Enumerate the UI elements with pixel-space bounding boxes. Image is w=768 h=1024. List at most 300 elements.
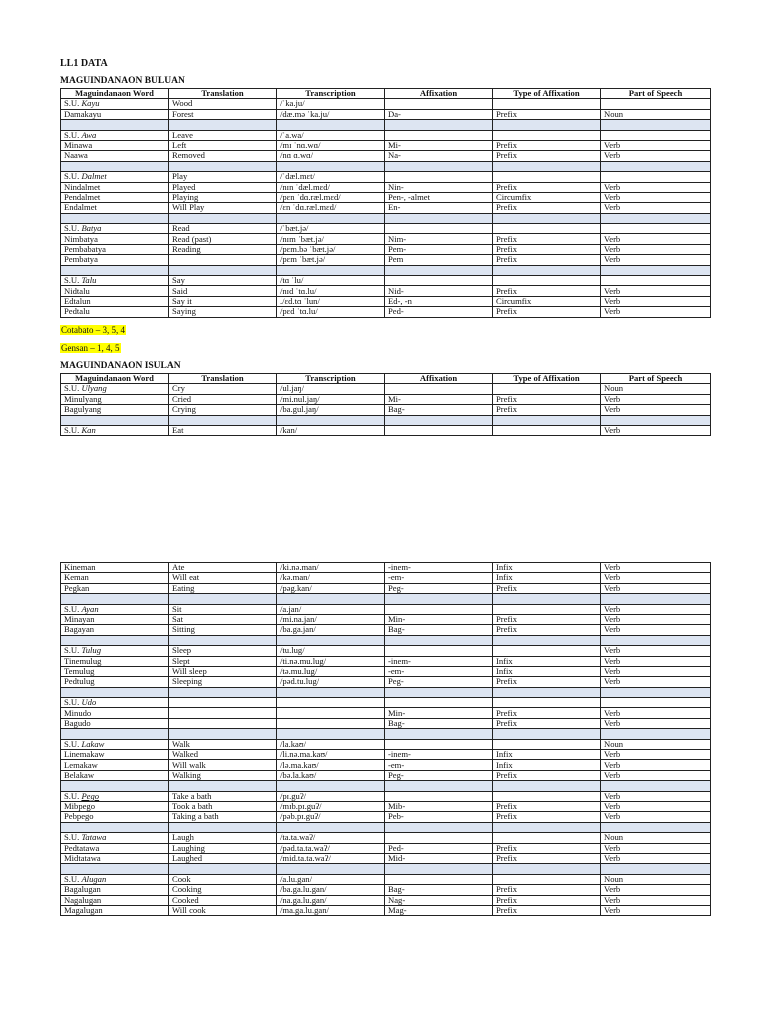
table-cell: Said (169, 286, 277, 296)
table-cell: Minulyang (61, 394, 169, 404)
table-cell: Peg- (385, 583, 493, 593)
table-cell: Pembatya (61, 255, 169, 265)
table-cell (493, 130, 601, 140)
table-cell: Verb (601, 843, 711, 853)
root-word: Kayu (81, 98, 100, 109)
table-cell: Played (169, 182, 277, 192)
table-row (61, 801, 711, 811)
table-cell: Noun (601, 833, 711, 843)
table-cell: Slept (169, 656, 277, 666)
separator-cell (601, 213, 711, 223)
separator-cell (493, 781, 601, 791)
table-cell: Prefix (493, 151, 601, 161)
table-cell: Laughing (169, 843, 277, 853)
table-cell (169, 255, 277, 265)
table-cell: Verb (601, 812, 711, 822)
table-cell: Sleep (169, 646, 277, 656)
doc-title: LL1 DATA (60, 58, 108, 69)
table-cell: Cried (169, 394, 277, 404)
root-word-cell (61, 130, 169, 140)
root-prefix: S.U. (64, 874, 82, 884)
table-cell (601, 130, 711, 140)
separator-cell (601, 864, 711, 874)
root-word-cell (61, 646, 169, 656)
table-cell: Laugh (169, 833, 277, 843)
table-cell: Verb (601, 801, 711, 811)
table-cell (385, 276, 493, 286)
table-cell: -em- (385, 760, 493, 770)
table-cell: Nindalmet (61, 182, 169, 192)
table-cell: /nɪm ˈbæt.jə/ (277, 234, 385, 244)
table-cell: /ti.nə.mu.lug/ (277, 656, 385, 666)
table-cell: Say (169, 276, 277, 286)
table-cell: Circumfix (493, 296, 601, 306)
table-cell: Noun (601, 874, 711, 884)
separator-cell (61, 729, 169, 739)
root-word: Kan (81, 425, 96, 436)
root-word-row (61, 833, 711, 843)
separator-cell (277, 120, 385, 130)
root-prefix: S.U. (64, 645, 82, 656)
table-cell: Sat (169, 614, 277, 624)
column-header: Translation (169, 374, 277, 384)
table-cell: -inem- (385, 656, 493, 666)
table-cell (385, 604, 493, 614)
table-cell: /tɑ ˈlu/ (277, 276, 385, 286)
table-cell: /ma.ga.lu.gan/ (277, 905, 385, 915)
table-cell: Verb (601, 853, 711, 863)
table-cell: Verb (601, 255, 711, 265)
root-word: Udo (81, 697, 97, 708)
table-cell: Prefix (493, 718, 601, 728)
root-word-row (61, 874, 711, 884)
table-cell: Endalmet (61, 203, 169, 213)
separator-cell (601, 635, 711, 645)
table-cell: Verb (601, 791, 711, 801)
separator-cell (61, 594, 169, 604)
table-cell: Peg- (385, 677, 493, 687)
table-cell: Cry (169, 384, 277, 394)
table-cell: /kə.man/ (277, 573, 385, 583)
table-cell: Verb (601, 182, 711, 192)
table-cell: Nagalugan (61, 895, 169, 905)
table-cell: Sitting (169, 625, 277, 635)
cotabato-note: Cotabato – 3, 5, 4 (61, 325, 125, 335)
table-cell: Bag- (385, 718, 493, 728)
table-cell: Midtatawa (61, 853, 169, 863)
separator-cell (385, 265, 493, 275)
root-word-cell (61, 604, 169, 614)
table-cell: /a.jan/ (277, 604, 385, 614)
table-row (61, 718, 711, 728)
table-cell: /li.nə.ma.kaʊ/ (277, 750, 385, 760)
table-cell: -em- (385, 573, 493, 583)
table-cell (385, 833, 493, 843)
table-cell (493, 833, 601, 843)
table-cell: /tə.mu.lug/ (277, 666, 385, 676)
table-cell: Prefix (493, 905, 601, 915)
table-cell: Eat (169, 425, 277, 435)
separator-cell (169, 594, 277, 604)
separator-cell (601, 781, 711, 791)
table-cell: /mɪb.pɪ.guʔ/ (277, 801, 385, 811)
table-cell (493, 276, 601, 286)
table-cell: /dæ.mə ˈka.ju/ (277, 109, 385, 119)
table-cell (493, 425, 601, 435)
table-cell: -inem- (385, 750, 493, 760)
separator-cell (61, 822, 169, 832)
table-cell: /pɛd ˈtɑ.lu/ (277, 307, 385, 317)
table-cell: Infix (493, 656, 601, 666)
root-word-row (61, 276, 711, 286)
table-cell (493, 698, 601, 708)
separator-cell (169, 213, 277, 223)
root-word-row (61, 425, 711, 435)
table-cell: Eating (169, 583, 277, 593)
table-cell: Leave (169, 130, 277, 140)
root-word-cell (61, 833, 169, 843)
table-cell: Minawa (61, 140, 169, 150)
separator-cell (601, 265, 711, 275)
column-header: Type of Affixation (493, 374, 601, 384)
table-cell: Pedtatawa (61, 843, 169, 853)
table-cell: Crying (169, 405, 277, 415)
table-cell: Prefix (493, 405, 601, 415)
table-cell: -inem- (385, 563, 493, 573)
table-cell: /pəd.tu.lug/ (277, 677, 385, 687)
table-cell: /pəb.pɪ.guʔ/ (277, 812, 385, 822)
root-word-cell (61, 791, 169, 801)
root-word: Lakaw (81, 739, 105, 749)
table-cell: Magalugan (61, 905, 169, 915)
separator-cell (601, 729, 711, 739)
table-cell (385, 791, 493, 801)
column-header: Type of Affixation (493, 89, 601, 99)
table-cell: Verb (601, 708, 711, 718)
table-cell (493, 739, 601, 749)
table-cell: Prefix (493, 244, 601, 254)
table-cell: Damakayu (61, 109, 169, 119)
table-row (61, 770, 711, 780)
buluan-table (60, 88, 711, 318)
separator-cell (61, 120, 169, 130)
root-word-row (61, 224, 711, 234)
table-row (61, 853, 711, 863)
table-cell (277, 698, 385, 708)
table-cell: /ta.ta.waʔ/ (277, 833, 385, 843)
table-cell: Lemakaw (61, 760, 169, 770)
root-word: Talu (81, 275, 97, 286)
table-cell: Noun (601, 739, 711, 749)
root-word: Alugan (81, 874, 107, 884)
root-word-cell (61, 276, 169, 286)
table-cell (493, 874, 601, 884)
table-cell: /bə.la.kaʊ/ (277, 770, 385, 780)
table-cell: Forest (169, 109, 277, 119)
table-cell: Verb (601, 573, 711, 583)
column-header: Maguindanaon Word (61, 374, 169, 384)
root-word: Ulyang (81, 383, 107, 394)
table-cell: Prefix (493, 812, 601, 822)
table-cell (385, 172, 493, 182)
separator-cell (277, 265, 385, 275)
table-cell: Will Play (169, 203, 277, 213)
table-row (61, 905, 711, 915)
table-row (61, 140, 711, 150)
root-prefix: S.U. (64, 275, 82, 286)
table-row (61, 843, 711, 853)
separator-cell (385, 781, 493, 791)
root-word-row (61, 130, 711, 140)
table-cell (385, 646, 493, 656)
table-cell: Minudo (61, 708, 169, 718)
table-cell: Verb (601, 656, 711, 666)
root-word-row (61, 646, 711, 656)
table-cell: /nɑ ɑ.wɑ/ (277, 151, 385, 161)
table-cell: Walk (169, 739, 277, 749)
table-cell: /mi.nul.jaŋ/ (277, 394, 385, 404)
table-row (61, 750, 711, 760)
separator-cell (385, 120, 493, 130)
table-cell (385, 384, 493, 394)
table-cell: Bagalugan (61, 885, 169, 895)
separator-cell (493, 120, 601, 130)
table-cell: Nin- (385, 182, 493, 192)
root-word-cell (61, 384, 169, 394)
root-word-row (61, 172, 711, 182)
table-cell: Infix (493, 666, 601, 676)
table-cell: Left (169, 140, 277, 150)
table-cell: Verb (601, 140, 711, 150)
group-separator-row (61, 729, 711, 739)
table-row (61, 255, 711, 265)
table-cell: Saying (169, 307, 277, 317)
table-cell: Linemakaw (61, 750, 169, 760)
table-cell: Bag- (385, 885, 493, 895)
separator-cell (601, 687, 711, 697)
table-cell: Minayan (61, 614, 169, 624)
table-cell: Sit (169, 604, 277, 614)
table-cell: Min- (385, 614, 493, 624)
table-cell: Verb (601, 583, 711, 593)
separator-cell (169, 864, 277, 874)
table-cell: /na.ga.lu.gan/ (277, 895, 385, 905)
table-cell (493, 604, 601, 614)
table-cell: En- (385, 203, 493, 213)
group-separator-row (61, 635, 711, 645)
separator-cell (169, 687, 277, 697)
table-cell: /pɪ.guʔ/ (277, 791, 385, 801)
separator-cell (61, 415, 169, 425)
table-cell: /lə.ma.kaʊ/ (277, 760, 385, 770)
table-cell: /tu.lug/ (277, 646, 385, 656)
table-cell (385, 874, 493, 884)
table-cell: Min- (385, 708, 493, 718)
gensan-note: Gensan – 1, 4, 5 (61, 343, 120, 353)
root-word: Awa (81, 130, 97, 140)
table-cell: Prefix (493, 625, 601, 635)
table-cell (385, 130, 493, 140)
separator-cell (277, 781, 385, 791)
table-cell: /a.lu.gan/ (277, 874, 385, 884)
table-header-row (61, 89, 711, 99)
table-cell: Verb (601, 405, 711, 415)
table-cell: /ɛn ˈdɑ.ræl.mɛd/ (277, 203, 385, 213)
table-cell: Noun (601, 109, 711, 119)
table-cell: /ba.gul.jaŋ/ (277, 405, 385, 415)
table-cell: Verb (601, 203, 711, 213)
table-cell (601, 99, 711, 109)
table-cell: Verb (601, 614, 711, 624)
table-cell: Infix (493, 760, 601, 770)
separator-cell (493, 635, 601, 645)
separator-cell (493, 415, 601, 425)
table-cell: /pəd.ta.ta.waʔ/ (277, 843, 385, 853)
table-cell: /nɪd ˈtɑ.lu/ (277, 286, 385, 296)
table-cell (493, 224, 601, 234)
table-cell: Infix (493, 573, 601, 583)
table-cell: Pegkan (61, 583, 169, 593)
table-cell: Prefix (493, 140, 601, 150)
table-cell (385, 224, 493, 234)
table-row (61, 666, 711, 676)
table-cell: Verb (601, 750, 711, 760)
table-cell (277, 718, 385, 728)
group-separator-row (61, 415, 711, 425)
table-cell: /ˈa.wa/ (277, 130, 385, 140)
table-cell (169, 708, 277, 718)
separator-cell (493, 265, 601, 275)
table-cell: Wood (169, 99, 277, 109)
table-cell: Verb (601, 394, 711, 404)
table-cell: Belakaw (61, 770, 169, 780)
group-separator-row (61, 594, 711, 604)
table-cell: Verb (601, 885, 711, 895)
table-cell: Verb (601, 296, 711, 306)
table-cell: Read (169, 224, 277, 234)
separator-cell (385, 635, 493, 645)
table-row (61, 625, 711, 635)
table-cell: Nidtalu (61, 286, 169, 296)
separator-cell (601, 822, 711, 832)
table-cell: Prefix (493, 307, 601, 317)
table-cell: Verb (601, 286, 711, 296)
table-cell: Cook (169, 874, 277, 884)
table-cell: Mag- (385, 905, 493, 915)
root-word-cell (61, 224, 169, 234)
separator-cell (169, 161, 277, 171)
table-cell: Na- (385, 151, 493, 161)
separator-cell (385, 822, 493, 832)
table-cell: Prefix (493, 677, 601, 687)
table-cell: Removed (169, 151, 277, 161)
table-cell: Prefix (493, 614, 601, 624)
table-cell: Prefix (493, 255, 601, 265)
table-cell: /pəg.kan/ (277, 583, 385, 593)
separator-cell (385, 213, 493, 223)
table-cell: /kan/ (277, 425, 385, 435)
table-cell: Pendalmet (61, 192, 169, 202)
table-row (61, 307, 711, 317)
table-cell: Ate (169, 563, 277, 573)
table-row (61, 234, 711, 244)
table-cell: ./ɛd.tɑ ˈlun/ (277, 296, 385, 306)
separator-cell (61, 161, 169, 171)
table-cell: Cooked (169, 895, 277, 905)
table-cell (493, 791, 601, 801)
separator-cell (493, 594, 601, 604)
table-cell: Will cook (169, 905, 277, 915)
table-cell: Verb (601, 625, 711, 635)
table-cell: Infix (493, 563, 601, 573)
table-cell: Taking a bath (169, 812, 277, 822)
column-header: Affixation (385, 89, 493, 99)
separator-cell (385, 864, 493, 874)
column-header: Translation (169, 89, 277, 99)
root-prefix: S.U. (64, 383, 82, 394)
root-word-cell (61, 698, 169, 708)
table-cell: Verb (601, 666, 711, 676)
table-cell: Mi- (385, 394, 493, 404)
table-cell: Pebpego (61, 812, 169, 822)
table-cell: Say it (169, 296, 277, 306)
column-header: Transcription (277, 374, 385, 384)
separator-cell (277, 161, 385, 171)
table-cell: Cooking (169, 885, 277, 895)
separator-cell (277, 729, 385, 739)
table-cell: Verb (601, 307, 711, 317)
column-header: Part of Speech (601, 374, 711, 384)
buluan-heading: MAGUINDANAON BULUAN (60, 76, 185, 86)
table-cell: Prefix (493, 182, 601, 192)
column-header: Transcription (277, 89, 385, 99)
root-prefix: S.U. (64, 832, 82, 843)
table-cell: /nɪn ˈdæl.mɛd/ (277, 182, 385, 192)
table-cell: Bagudo (61, 718, 169, 728)
separator-cell (493, 687, 601, 697)
table-cell: Ped- (385, 307, 493, 317)
table-row (61, 563, 711, 573)
root-word: Tulug (81, 645, 102, 656)
table-cell: Verb (601, 895, 711, 905)
table-cell: /mid.ta.ta.waʔ/ (277, 853, 385, 863)
table-cell: Bag- (385, 625, 493, 635)
group-separator-row (61, 864, 711, 874)
group-separator-row (61, 822, 711, 832)
table-cell: /pɛm.bə ˈbæt.jə/ (277, 244, 385, 254)
table-row (61, 203, 711, 213)
table-cell: /ba.ga.lu.gan/ (277, 885, 385, 895)
table-cell: Kineman (61, 563, 169, 573)
table-cell (493, 646, 601, 656)
table-cell: Verb (601, 425, 711, 435)
separator-cell (601, 120, 711, 130)
table-cell: Ed-, -n (385, 296, 493, 306)
table-cell (385, 425, 493, 435)
group-separator-row (61, 120, 711, 130)
root-word-row (61, 739, 711, 749)
table-row (61, 394, 711, 404)
table-cell: Verb (601, 192, 711, 202)
table-cell: Bagulyang (61, 405, 169, 415)
column-header: Maguindanaon Word (61, 89, 169, 99)
table-cell: Verb (601, 151, 711, 161)
table-row (61, 151, 711, 161)
table-cell: Bag- (385, 405, 493, 415)
table-cell: Prefix (493, 843, 601, 853)
table-cell: Verb (601, 563, 711, 573)
column-header: Affixation (385, 374, 493, 384)
